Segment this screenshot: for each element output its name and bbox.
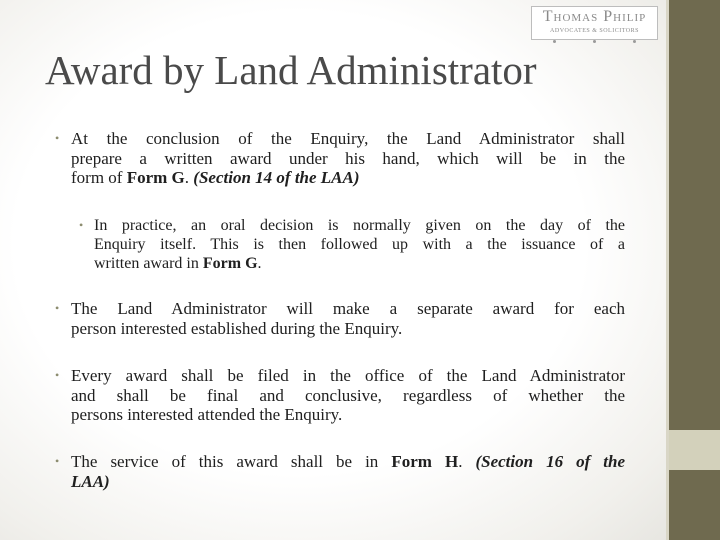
- text-line: Every award shall be filed in the office of the Land Administrator: [71, 366, 625, 385]
- text-line: person interested established during the Enquiry.: [71, 318, 403, 338]
- sidebar-edge: [666, 0, 669, 540]
- sidebar-band-bottom: [666, 470, 720, 540]
- form-reference: Form H: [391, 452, 459, 471]
- bullet-text: [71, 299, 625, 338]
- sidebar-decoration: [666, 0, 720, 540]
- bullet-item: [55, 452, 625, 492]
- text-line: Enquiry itself. This is then followed up with a the issuance of a: [94, 236, 625, 253]
- bullet-text: [94, 216, 625, 273]
- text-segment: The service of this award shall be in: [71, 452, 392, 471]
- bullet-text: [71, 366, 625, 425]
- sidebar-band-top: [666, 0, 720, 430]
- text-line: In practice, an oral decision is normally given on the day of the: [94, 217, 625, 234]
- bullet-marker: •: [55, 454, 60, 468]
- bullet-item: [55, 299, 625, 339]
- section-reference: (Section 16 of the: [475, 452, 626, 471]
- text-line: [71, 168, 625, 188]
- logo-tagline: ADVOCATES & SOLICITORS: [550, 28, 639, 34]
- bullet-marker: •: [79, 218, 84, 232]
- slide-title: Award by Land Administrator: [45, 47, 537, 93]
- text-line: At the conclusion of the Enquiry, the Land Administrator shall: [71, 129, 625, 148]
- bullet-marker: •: [55, 301, 60, 315]
- text-line: [71, 452, 625, 472]
- text-line: The Land Administrator will make a separate award for each: [71, 299, 625, 318]
- bullet-marker: •: [55, 131, 60, 145]
- bullet-item: [55, 366, 625, 426]
- text-segment: written award in: [94, 255, 203, 272]
- logo-name: Thomas Philip: [542, 8, 647, 25]
- bullet-item: [55, 129, 625, 189]
- section-reference: LAA): [71, 471, 110, 491]
- sub-bullet-item: [79, 216, 625, 274]
- text-line: persons interested attended the Enquiry.: [71, 405, 343, 424]
- text-segment: .: [184, 168, 194, 187]
- text-line: [71, 472, 625, 492]
- text-segment: .: [257, 255, 262, 272]
- text-segment: form of: [71, 168, 127, 187]
- sidebar-band-middle: [666, 430, 720, 470]
- bullet-text: [71, 452, 625, 491]
- section-reference: (Section 14 of the LAA): [193, 168, 360, 187]
- form-reference: Form G: [126, 168, 185, 187]
- text-line: prepare a written award under his hand, which will be in the: [71, 148, 625, 168]
- bullet-marker: •: [55, 368, 60, 382]
- text-line: and shall be final and conclusive, regardless of whether the: [71, 385, 625, 405]
- bullet-text: [71, 129, 625, 188]
- text-line: [94, 254, 625, 273]
- text-segment: .: [458, 452, 476, 471]
- form-reference: Form G: [202, 255, 258, 272]
